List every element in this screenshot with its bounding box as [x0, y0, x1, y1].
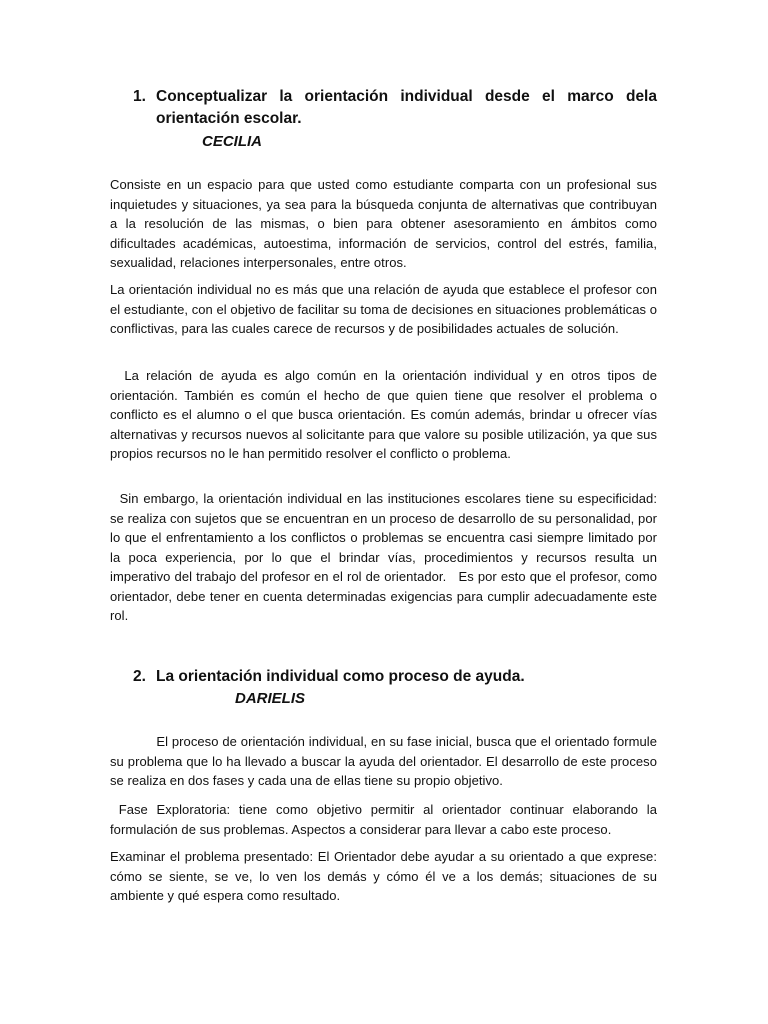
section-1-paragraph-1: Consiste en un espacio para que usted como estudiante comparta con un profesional sus inquietudes y situaciones, ya sea para la búsqueda conjunta de alternativas que contribuyan a la resolución de las mismas, o bien para obtener asesoramiento en ámbitos como dificultades académicas, autoestima, información de servicios, control del estrés, familia, sexualidad, relaciones interpersonales, entre otros. — [110, 177, 657, 270]
section-1-title: Conceptualizar la orientación individual desde el marco dela orientación escolar. — [156, 88, 657, 127]
section-1-heading — [133, 86, 657, 130]
section-1-paragraph-3: La relación de ayuda es algo común en la orientación individual y en otros tipos de orientación. También es común el hecho de que quien tiene que resolver el problema o conflicto es el alumno o el que busca orientación. Es común además, brindar u ofrecer vías alternativas y recursos nuevos al solicitante para que valore su posible utilización, ya que sus propios recursos no le han permitido resolver el conflicto o problema. — [110, 368, 657, 461]
section-2-title: La orientación individual como proceso de ayuda. — [156, 668, 525, 685]
section-2-paragraph-2: Fase Exploratoria: tiene como objetivo permitir al orientador continuar elaborando la formulación de sus problemas. Aspectos a considerar para llevar a cabo este proceso. — [110, 802, 657, 837]
section-2-paragraph-3: Examinar el problema presentado: El Orientador debe ayudar a su orientado a que exprese: cómo se siente, se ve, lo ven los demás y cómo él ve a los demás; situaciones de su ambiente y qué espera como resultado. — [110, 849, 657, 903]
section-2-paragraph-1: El proceso de orientación individual, en su fase inicial, busca que el orientado formule su problema que lo ha llevado a buscar la ayuda del orientador. El desarrollo de este proceso se realiza en dos fases y cada una de ellas tiene su propio objetivo. — [110, 734, 657, 788]
section-1-paragraph-2: La orientación individual no es más que una relación de ayuda que establece el profesor con el estudiante, con el objetivo de facilitar su toma de decisiones en situaciones problemáticas o conflictivas, para las cuales carece de recursos y de posibilidades actuales de solución. — [110, 282, 657, 336]
section-1-paragraph-4: Sin embargo, la orientación individual en las instituciones escolares tiene su especificidad: se realiza con sujetos que se encuentran en un proceso de desarrollo de su personalidad, por lo que el enfrentamiento a los conflictos o problemas se encuentra casi siempre limitado por la poca experiencia, por lo que el brindar vías, procedimientos y recursos resulta un imperativo del trabajo del profesor en el rol de orientador. Es por esto que el profesor, como orientador, debe tener en cuenta determinadas exigencias para cumplir adecuadamente este rol. — [110, 491, 657, 623]
section-2-author: DARIELIS — [235, 690, 306, 707]
section-2-heading — [133, 666, 657, 688]
section-1-number: 1. — [133, 88, 146, 105]
section-2-number: 2. — [133, 668, 146, 685]
section-1-author: CECILIA — [202, 133, 262, 150]
